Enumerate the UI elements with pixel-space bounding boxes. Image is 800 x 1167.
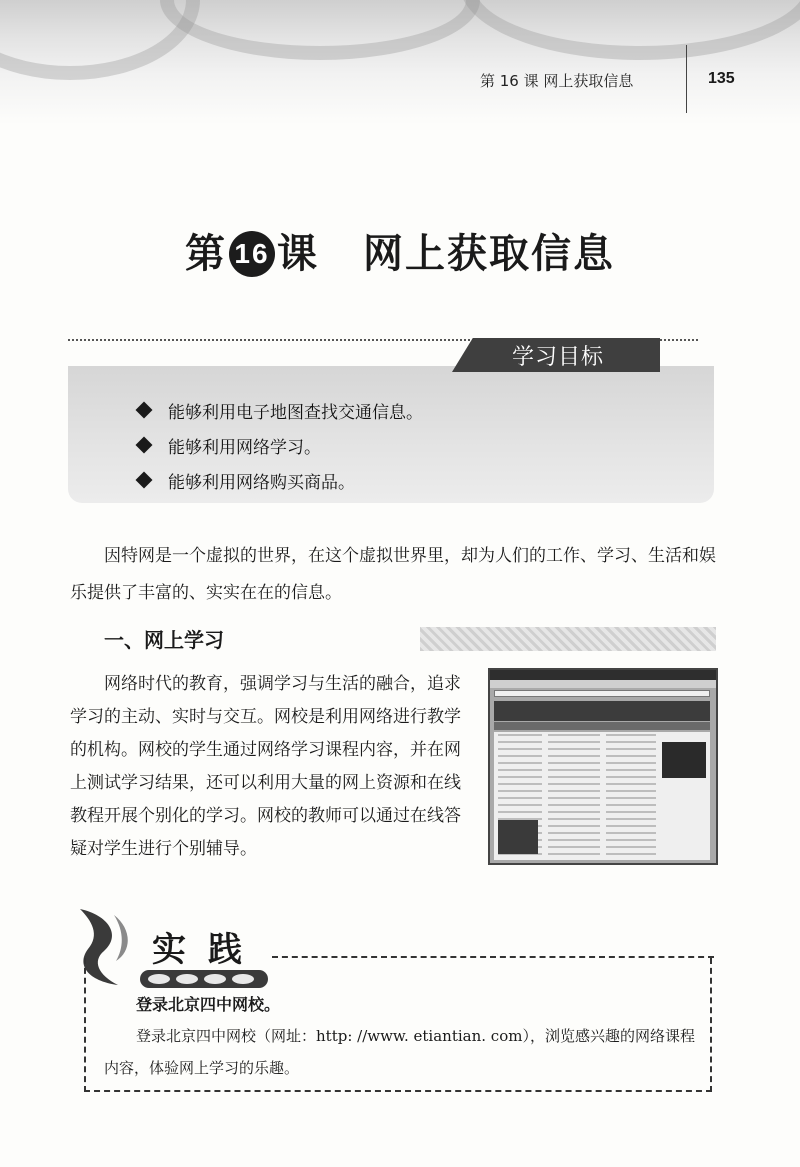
diamond-bullet-icon — [136, 437, 153, 454]
diamond-bullet-icon — [136, 402, 153, 419]
intro-paragraph: 因特网是一个虚拟的世界，在这个虚拟世界里，却为人们的工作、学习、生活和娱乐提供了丰富的、实实在在的信息。 — [70, 546, 716, 603]
practice-dots-decoration — [140, 970, 268, 988]
page-number: 135 — [708, 70, 735, 87]
page-header-band — [0, 0, 800, 125]
lesson-title — [0, 222, 800, 279]
objective-item: 能够利用网络学习。 — [138, 433, 321, 458]
section-heading-band — [420, 627, 716, 651]
running-head: 第 16 课 网上获取信息 — [480, 72, 634, 90]
online-school-screenshot — [488, 668, 718, 865]
objective-item: 能够利用电子地图查找交通信息。 — [138, 398, 423, 423]
practice-task-body: 登录北京四中网校（网址：http: //www. etiantian. com），浏览感兴趣的网络课程内容，体验网上学习的乐趣。 — [104, 1027, 695, 1077]
title-suffix: 课 — [277, 230, 319, 277]
diamond-bullet-icon — [136, 472, 153, 489]
title-prefix: 第 — [185, 230, 227, 277]
practice-heading: 实践 — [152, 930, 264, 970]
objectives-label: 学习目标 — [512, 345, 605, 370]
objective-item: 能够利用网络购买商品。 — [138, 468, 355, 493]
section-paragraph: 网络时代的教育，强调学习与生活的融合，追求学习的主动、实时与交互。网校是利用网络进行教学的机构。网校的学生通过网络学习课程内容，并在网上测试学习结果，还可以利用大量的网上资源和在线教程开展个别化的学习。网校的教师可以通过在线答疑对学生进行个别辅导。 — [70, 674, 461, 859]
title-text: 网上获取信息 — [363, 230, 615, 277]
lesson-number-badge: 16 — [229, 231, 275, 277]
header-divider — [686, 45, 687, 113]
section-heading: 一、网上学习 — [104, 628, 224, 652]
practice-task-title: 登录北京四中网校。 — [136, 995, 281, 1014]
